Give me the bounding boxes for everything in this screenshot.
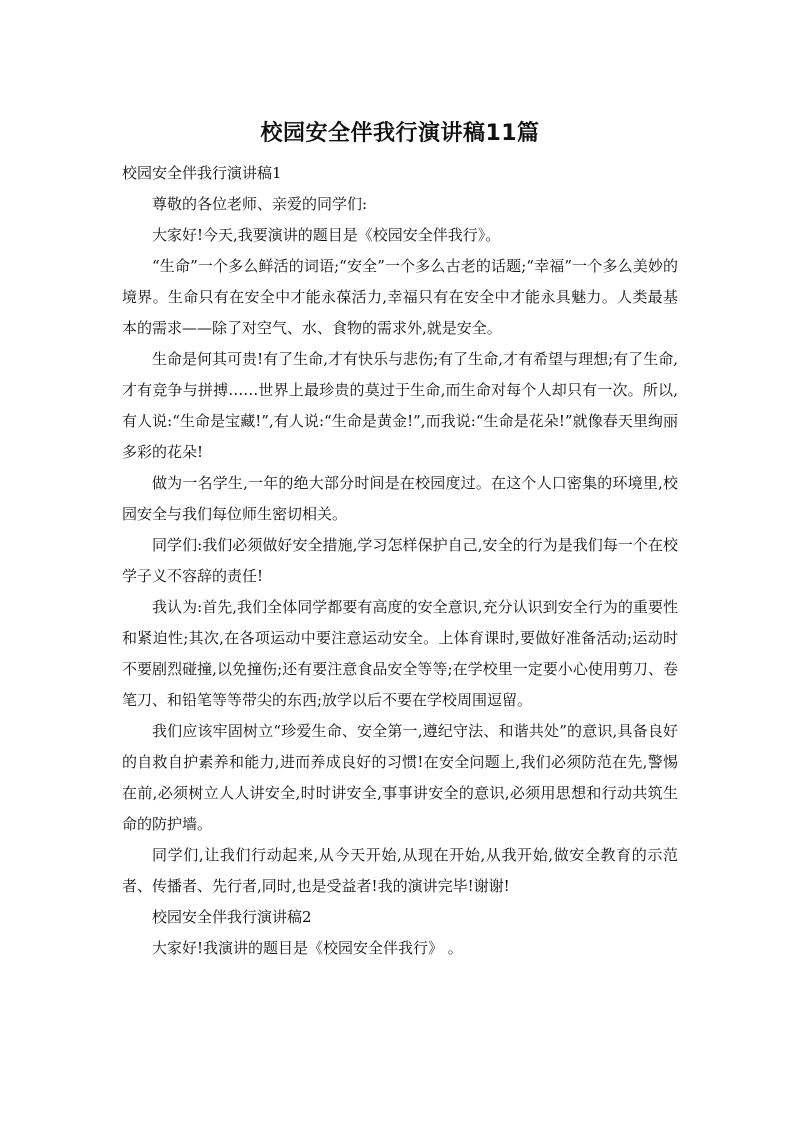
document-title: 校园安全伴我行演讲稿11篇 — [260, 121, 540, 146]
document-body — [122, 158, 678, 964]
paragraph: 大家好!我演讲的题目是《校园安全伴我行》 。 — [152, 939, 463, 957]
paragraph: 我们应该牢固树立“珍爱生命、安全第一,遵纪守法、和谐共处”的意识,具备良好的自救自护素养和能力,进而养成良好的习惯!在安全问题上,我们必须防范在先,警惕在前,必须树立人人讲安全,时时讲安全,事事讲安全的意识,必须用思想和行动共筑生命的防护墙。 — [122, 722, 678, 833]
paragraph: 我认为:首先,我们全体同学都要有高度的安全意识,充分认识到安全行为的重要性和紧迫性;其次,在各项运动中要注意运动安全。上体育课时,要做好准备活动;运动时不要剧烈碰撞,以免撞伤;还有要注意食品安全等等;在学校里一定要小心使用剪刀、卷笔刀、和铅笔等等带尖的东西;放学以后不要在学校周围逗留。 — [122, 598, 678, 709]
salutation: 尊敬的各位老师、亲爱的同学们: — [152, 195, 368, 213]
section-heading-1: 校园安全伴我行演讲稿1 — [122, 164, 282, 182]
paragraph: 生命是何其可贵!有了生命,才有快乐与悲伤;有了生命,才有希望与理想;有了生命,才有竞争与拼搏……世界上最珍贵的莫过于生命,而生命对每个人却只有一次。所以,有人说:“生命是宝藏!”,有人说:“生命是黄金!”,而我说:“生命是花朵!”就像春天里绚丽多彩的花朵! — [122, 350, 678, 461]
paragraph: 同学们:我们必须做好安全措施,学习怎样保护自己,安全的行为是我们每一个在校学子义不容辞的责任! — [122, 536, 678, 585]
paragraph: 做为一名学生,一年的绝大部分时间是在校园度过。在这个人口密集的环境里,校园安全与我们每位师生密切相关。 — [122, 474, 678, 523]
section-heading-2: 校园安全伴我行演讲稿2 — [152, 908, 312, 926]
paragraph: 同学们,让我们行动起来,从今天开始,从现在开始,从我开始,做安全教育的示范者、传播者、先行者,同时,也是受益者!我的演讲完毕!谢谢! — [122, 846, 678, 895]
paragraph: “生命”一个多么鲜活的词语;“安全”一个多么古老的话题;“幸福”一个多么美妙的境界。生命只有在安全中才能永葆活力,幸福只有在安全中才能永具魅力。人类最基本的需求——除了对空气、水、食物的需求外,就是安全。 — [122, 257, 678, 337]
paragraph: 大家好!今天,我要演讲的题目是《校园安全伴我行》。 — [152, 226, 501, 244]
